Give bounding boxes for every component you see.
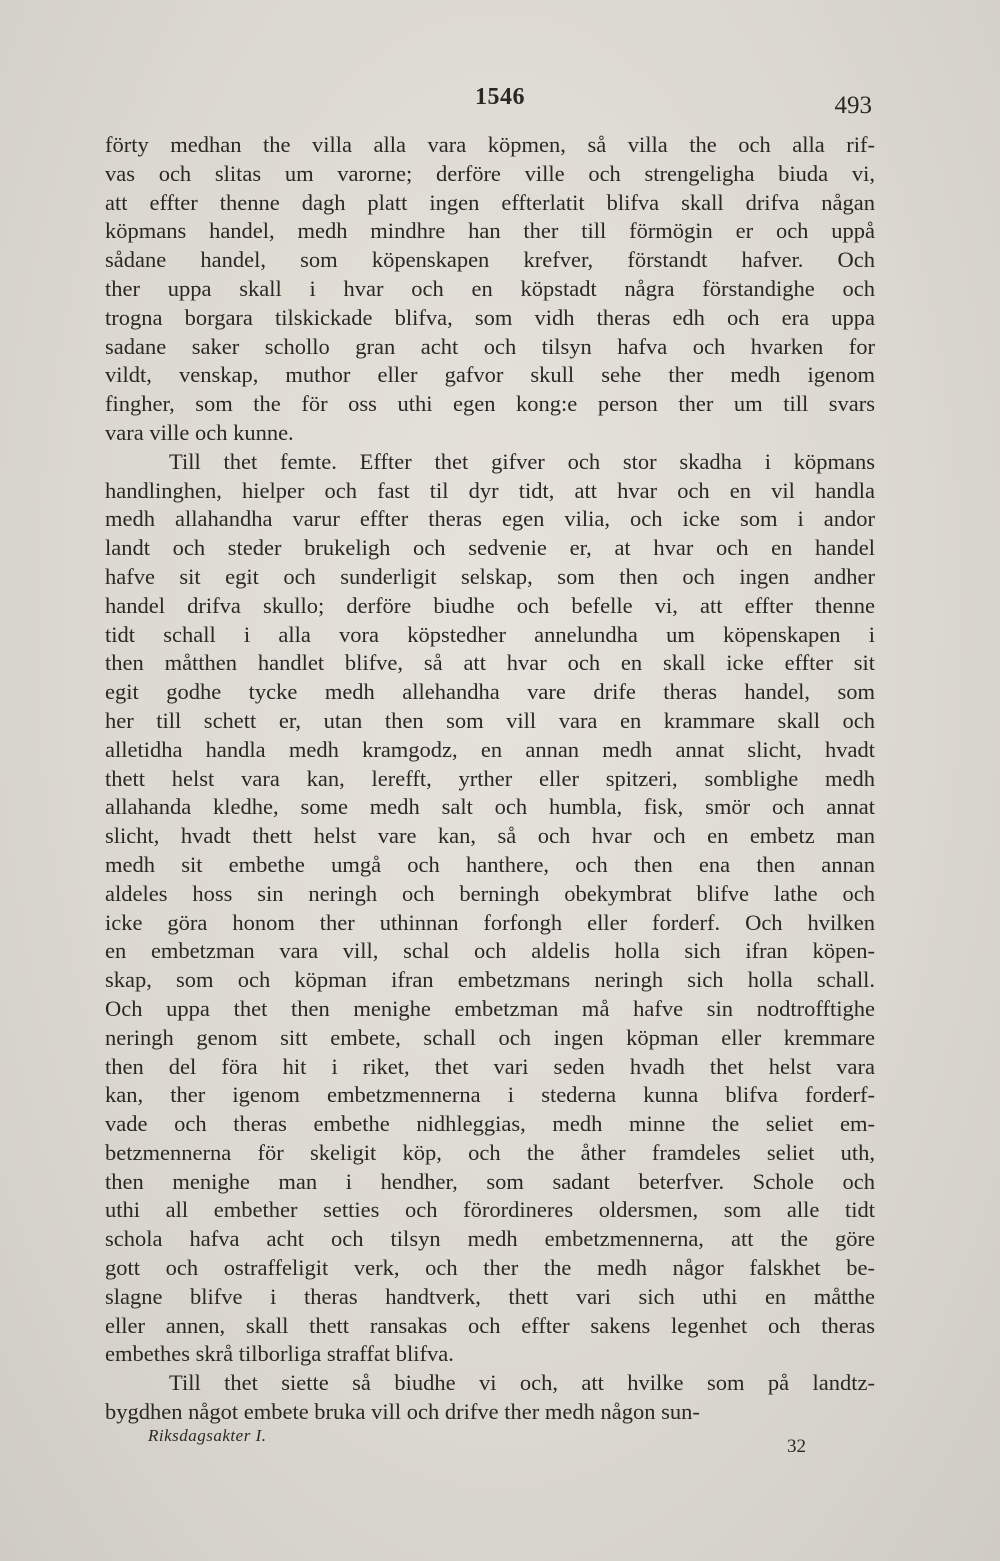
text-line: allahanda kledhe, some medh salt och humbla, fisk, smör och annat — [105, 794, 875, 820]
body-text — [105, 131, 875, 1427]
text-line: fingher, som the för oss uthi egen kong:e person ther um till svars — [105, 391, 875, 417]
text-line: Till thet siette så biudhe vi och, att hvilke som på landtz- — [169, 1370, 875, 1396]
text-line: schola hafva acht och tilsyn medh embetzmennerna, att the göre — [105, 1226, 875, 1252]
text-line: aldeles hoss sin neringh och berningh obekymbrat blifve lathe och — [105, 880, 875, 906]
text-line: landt och steder brukeligh och sedvenie er, at hvar och en handel — [105, 535, 875, 561]
text-line: att effter thenne dagh platt ingen effterlatit blifva skall drifva någan — [105, 189, 875, 215]
text-line: vas och slitas um varorne; derföre ville och strengeligha biuda vi, — [105, 160, 875, 186]
text-line: en embetzman vara vill, schal och aldelis holla sich ifran köpen- — [105, 938, 875, 964]
text-line: handel drifva skullo; derföre biudhe och befelle vi, att effter thenne — [105, 592, 875, 618]
text-line: slicht, hvadt thett helst vare kan, så och hvar och en embetz man — [105, 823, 875, 849]
text-line: ther uppa skall i hvar och en köpstadt några förstandighe och — [105, 275, 875, 301]
text-line: Och uppa thet then menighe embetzman må hafve sin nodtrofftighe — [105, 995, 875, 1021]
text-line: embethes skrå tilborliga straffat blifva. — [105, 1341, 454, 1367]
text-line: hafve sit egit och sunderligit selskap, som then och ingen andher — [105, 563, 875, 589]
text-line: neringh genom sitt embete, schall och ingen köpman eller kremmare — [105, 1024, 875, 1050]
text-line: slagne blifve i theras handtverk, thett vari sich uthi en måtthe — [105, 1283, 875, 1309]
text-line: icke göra honom ther uthinnan forfongh eller forderf. Och hvilken — [105, 909, 875, 935]
footer-source: Riksdagsakter I. — [148, 1426, 267, 1445]
text-line: sådane handel, som köpenskapen krefver, förstandt hafver. Och — [105, 247, 875, 273]
text-line: egit godhe tycke medh allehandha vare drife theras handel, som — [105, 679, 875, 705]
text-line: trogna borgara tilskickade blifva, som vidh theras edh och era uppa — [105, 304, 875, 330]
text-line: gott och ostraffeligit verk, och ther the medh någor falskhet be- — [105, 1255, 875, 1281]
text-line: vara ville och kunne. — [105, 419, 294, 445]
text-line: sadane saker schollo gran acht och tilsyn hafva och hvarken for — [105, 333, 875, 359]
text-line: Till thet femte. Effter thet gifver och stor skadha i köpmans — [169, 448, 875, 474]
text-line: then måtthen handlet blifve, så att hvar och en skall icke effter sit — [105, 650, 875, 676]
page-number: 493 — [834, 92, 872, 119]
text-line: vade och theras embethe nidhleggias, medh minne the seliet em- — [105, 1111, 875, 1137]
text-line: medh allahandha varur effter theras egen vilia, och icke som i andor — [105, 506, 875, 532]
text-line: then menighe man i hendher, som sadant beterfver. Schole och — [105, 1168, 875, 1194]
text-line: köpmans handel, medh mindhre han ther till förmögin er och uppå — [105, 218, 875, 244]
text-line: förty medhan the villa alla vara köpmen, så villa the och alla rif- — [105, 132, 875, 157]
text-line: skap, som och köpman ifran embetzmans neringh sich holla schall. — [105, 967, 875, 993]
text-line: bygdhen något embete bruka vill och drifve ther medh någon sun- — [105, 1399, 700, 1425]
text-line: kan, ther igenom embetzmennerna i stederna kunna blifva forderf- — [105, 1082, 875, 1108]
text-line: eller annen, skall thett ransakas och effter sakens legenhet och theras — [105, 1312, 875, 1338]
text-line: handlinghen, hielper och fast til dyr tidt, att hvar och en vil handla — [105, 477, 875, 503]
running-head-year: 1546 — [475, 84, 525, 110]
text-line: then del föra hit i riket, thet vari seden hvadh thet helst vara — [105, 1053, 875, 1079]
text-line: uthi all embether setties och förordineres oldersmen, som alle tidt — [105, 1197, 875, 1223]
text-line: her till schett er, utan then som vill vara en krammare skall och — [105, 707, 875, 733]
text-line: alletidha handla medh kramgodz, en annan medh annat slicht, hvadt — [105, 736, 875, 762]
text-line: vildt, venskap, muthor eller gafvor skull sehe ther medh igenom — [105, 362, 875, 388]
text-line: medh sit embethe umgå och hanthere, och then ena then annan — [105, 851, 875, 877]
footer-signature: 32 — [787, 1436, 806, 1457]
text-line: betzmennerna för skeligit köp, och the åther framdeles seliet uth, — [105, 1139, 875, 1165]
text-line: thett helst vara kan, lerefft, yrther eller spitzeri, somblighe medh — [105, 765, 875, 791]
text-line: tidt schall i alla vora köpstedher annelundha um köpenskapen i — [105, 621, 875, 647]
